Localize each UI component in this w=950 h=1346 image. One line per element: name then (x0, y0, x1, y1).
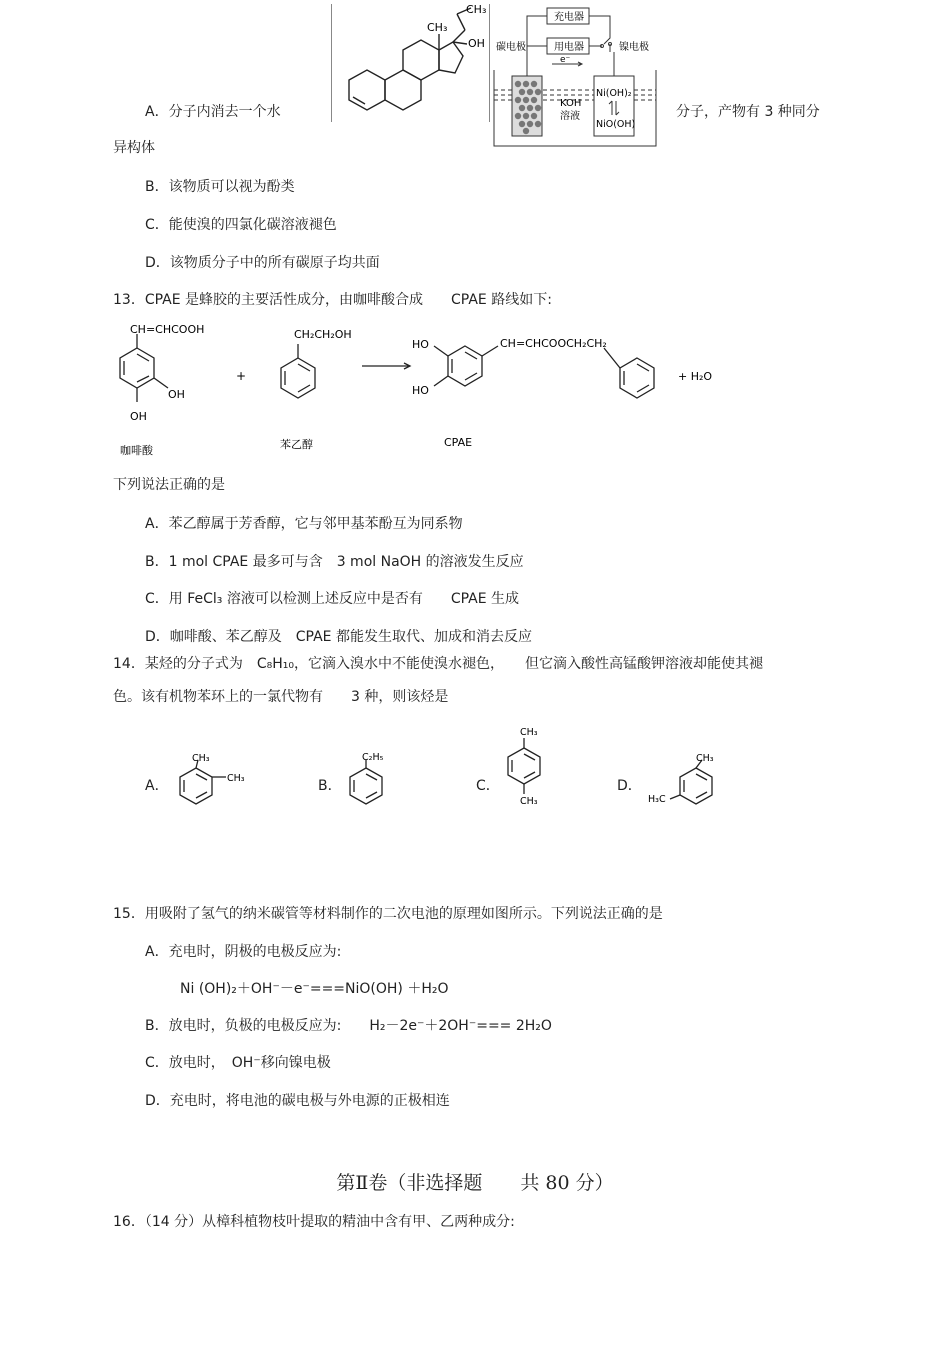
niooh-label: NiO(OH) (596, 119, 636, 130)
battery-diagram (492, 0, 662, 150)
carbon-electrode-label: 碳电极 (496, 42, 526, 53)
q13-lead: 下列说法正确的是 (113, 477, 225, 493)
q13-option-a: A．苯乙醇属于芳香醇，它与邻甲基苯酚互为同系物 (145, 516, 463, 532)
q14-d-ch3-top: CH₃ (696, 753, 714, 764)
q14-stem-line1: 14．某烃的分子式为 C₈H₁₀，它滴入溴水中不能使溴水褪色， 但它滴入酸性高锰酸钾溶液却能使其褪 (113, 656, 763, 672)
q15-option-c: C．放电时， OH⁻移向镍电极 (145, 1055, 331, 1071)
charger-label: 充电器 (554, 12, 584, 23)
q13-option-c: C．用 FeCl₃ 溶液可以检测上述反应中是否有 CPAE 生成 (145, 591, 520, 607)
q14-c-ch3-top: CH₃ (520, 727, 538, 738)
q14-structure-b (348, 752, 408, 812)
q14-stem-line2: 色。该有机物苯环上的一氯代物有 3 种，则该烃是 (113, 689, 449, 705)
cpae-reaction-scheme (110, 318, 750, 458)
cpae-ho-label-2: HO (412, 384, 429, 397)
q12-option-a: A．分子内消去一个水 (145, 104, 281, 120)
caffeic-oh-label-2: OH (130, 410, 147, 423)
q14-option-b-label: B． (318, 778, 342, 794)
ch3-label-top: CH₃ (466, 3, 487, 16)
q14-d-h3c: H₃C (648, 794, 666, 805)
q12-option-d: D．该物质分子中的所有碳原子均共面 (145, 255, 380, 271)
q14-c-ch3-bottom: CH₃ (520, 796, 538, 807)
q14-option-a-label: A． (145, 778, 169, 794)
nioh2-label: Ni(OH)₂ (596, 88, 632, 99)
oh-label: OH (468, 37, 485, 50)
q12-option-a-tail: 分子，产物有 3 种同分 (676, 104, 820, 120)
q13-option-d: D．咖啡酸、苯乙醇及 CPAE 都能发生取代、加成和消去反应 (145, 629, 532, 645)
phenylethanol-name: 苯乙醇 (280, 438, 313, 451)
solution-label: 溶液 (560, 111, 580, 122)
section-heading: 第Ⅱ卷（非选择题 共 80 分） (336, 1172, 614, 1194)
water-label: + H₂O (678, 370, 713, 383)
q15-option-a: A．充电时，阴极的电极反应为: (145, 944, 342, 960)
q14-a-ch3-side: CH₃ (227, 773, 245, 784)
q14-option-d-label: D． (617, 778, 642, 794)
q14-structure-c (506, 724, 566, 814)
caffeic-acid-name: 咖啡酸 (120, 444, 153, 457)
q14-structure-a (178, 752, 258, 812)
caffeic-chain-label: CH=CHCOOH (130, 323, 205, 336)
cpae-ho-label-1: HO (412, 338, 429, 351)
q15-option-a-equation: Ni (OH)₂＋OH⁻－e⁻===NiO(OH) ＋H₂O (180, 981, 449, 997)
load-label: 用电器 (554, 42, 584, 53)
koh-label: KOH (560, 98, 582, 109)
electron-label: e⁻ (560, 55, 571, 65)
q12-option-b: B．该物质可以视为酚类 (145, 179, 295, 195)
q12-option-a-continued: 异构体 (113, 140, 155, 156)
cpae-chain-label: CH=CHCOOCH₂CH₂ (500, 337, 607, 350)
caffeic-oh-label-1: OH (168, 388, 185, 401)
q12-option-c: C．能使溴的四氯化碳溶液褪色 (145, 217, 337, 233)
q13-option-b: B．1 mol CPAE 最多可与含 3 mol NaOH 的溶液发生反应 (145, 554, 524, 570)
q13-stem: 13．CPAE 是蜂胶的主要活性成分，由咖啡酸合成 CPAE 路线如下: (113, 292, 552, 308)
q14-a-ch3-top: CH₃ (192, 753, 210, 764)
q15-option-b: B．放电时，负极的电极反应为: H₂－2e⁻＋2OH⁻=== 2H₂O (145, 1018, 552, 1034)
q15-stem: 15．用吸附了氢气的纳米碳管等材料制作的二次电池的原理如图所示。下列说法正确的是 (113, 906, 663, 922)
cpae-name: CPAE (444, 436, 473, 449)
q14-option-c-label: C． (476, 778, 500, 794)
q15-option-d: D．充电时，将电池的碳电极与外电源的正极相连 (145, 1093, 450, 1109)
q16-stem: 16．（14 分）从樟科植物枝叶提取的精油中含有甲、乙两种成分: (113, 1214, 515, 1230)
plus-sign: + (236, 369, 247, 383)
q14-structure-d (646, 752, 736, 812)
steroid-structure (331, 0, 491, 130)
ch3-label-ring: CH₃ (427, 21, 448, 34)
q14-b-ethyl: C₂H₅ (362, 752, 384, 763)
nickel-electrode-label: 镍电极 (619, 42, 649, 53)
phenylethanol-chain-label: CH₂CH₂OH (294, 328, 352, 341)
